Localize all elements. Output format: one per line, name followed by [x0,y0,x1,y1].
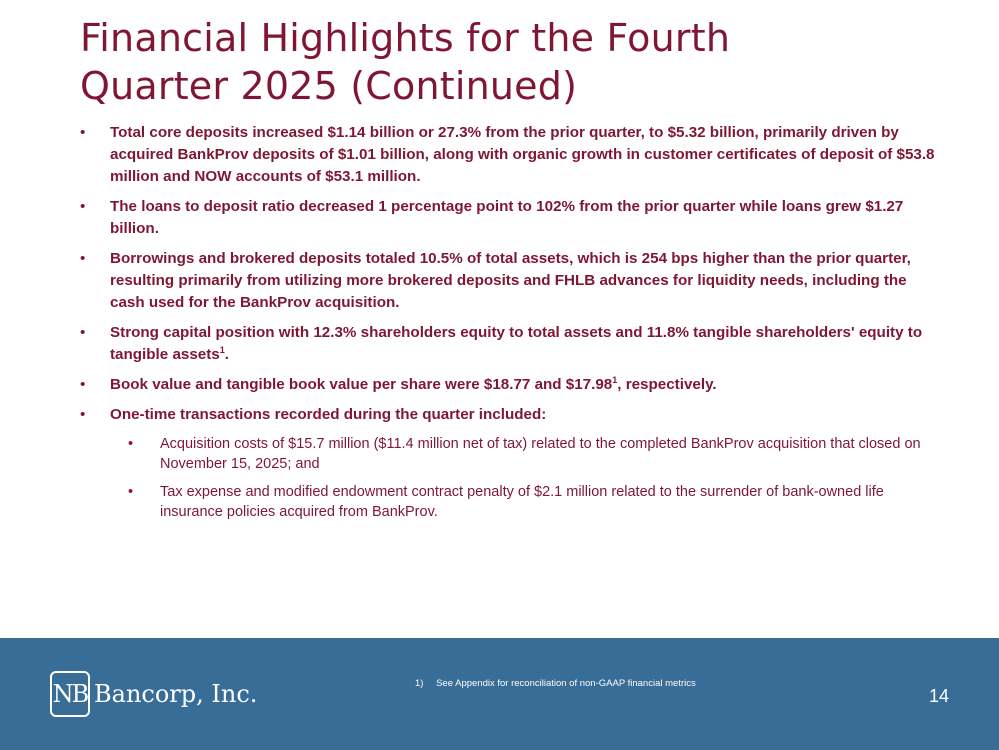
bullet-text: Book value and tangible book value per share were $18.77 and $17.98 [110,376,613,393]
highlight-borrowings [80,248,940,314]
bullet-text-end: . [224,346,229,363]
bullet-marker: • [80,406,86,423]
highlight-loan-deposit-ratio [80,196,940,240]
footnote-reference: 1 [612,374,618,385]
company-logo [50,670,257,718]
bullet-text: Total core deposits increased $1.14 billion or 27.3% from the prior quarter, to $5.32 billion, primarily driven by acquired BankProv deposits of $1.01 billion, along with organic growth in customer certificates of deposit of $53.8 million and NOW accounts of $53.1 million. [110,124,935,185]
page-title-line-2: Quarter 2025 (Continued) [80,64,578,108]
highlight-one-time-transactions [80,404,940,522]
footnote-number: 1) [415,678,424,689]
highlight-core-deposits [80,122,940,188]
page-number: 14 [928,686,949,706]
sub-bullet-marker: • [128,436,134,452]
sub-bullet-text: Acquisition costs of $15.7 million ($11.4 million net of tax) related to the completed BankProv acquisition that closed on November 15, 2025; and [160,436,921,472]
footer-band [0,638,999,750]
footnote-reference: 1 [219,344,225,355]
bullet-marker: • [80,124,86,141]
logo-mark: NB [50,671,90,717]
page-title-line-1: Financial Highlights for the Fourth [80,16,731,60]
footnote [415,678,696,689]
footnote-text: See Appendix for reconciliation of non-GAAP financial metrics [436,678,696,689]
highlight-book-value [80,374,940,396]
bullet-marker: • [80,376,86,393]
sub-bullet-text: Tax expense and modified endowment contract penalty of $2.1 million related to the surrender of bank-owned life insurance policies acquired from BankProv. [160,484,884,520]
bullet-marker: • [80,198,86,215]
bullet-text-end: , respectively. [617,376,717,393]
page-title [80,14,960,110]
bullet-marker: • [80,250,86,267]
one-time-transactions-list [110,434,940,522]
sub-item-tax-expense [110,482,940,522]
bullet-text: One-time transactions recorded during the quarter included: [110,406,547,423]
highlight-capital-position [80,322,940,366]
bullet-text: The loans to deposit ratio decreased 1 percentage point to 102% from the prior quarter while loans grew $1.27 billion. [110,198,904,237]
bullet-text: Borrowings and brokered deposits totaled 10.5% of total assets, which is 254 bps higher than the prior quarter, resulting primarily from utilizing more brokered deposits and FHLB advances for liquidity needs, including the cash used for the BankProv acquisition. [110,250,911,311]
logo-name: Bancorp, Inc. [94,680,258,708]
highlights-list [80,122,940,530]
sub-bullet-marker: • [128,484,134,500]
bullet-marker: • [80,324,86,341]
sub-item-acquisition-costs [110,434,940,474]
bullet-text: Strong capital position with 12.3% shareholders equity to total assets and 11.8% tangible shareholders' equity to tangible assets [110,324,923,363]
